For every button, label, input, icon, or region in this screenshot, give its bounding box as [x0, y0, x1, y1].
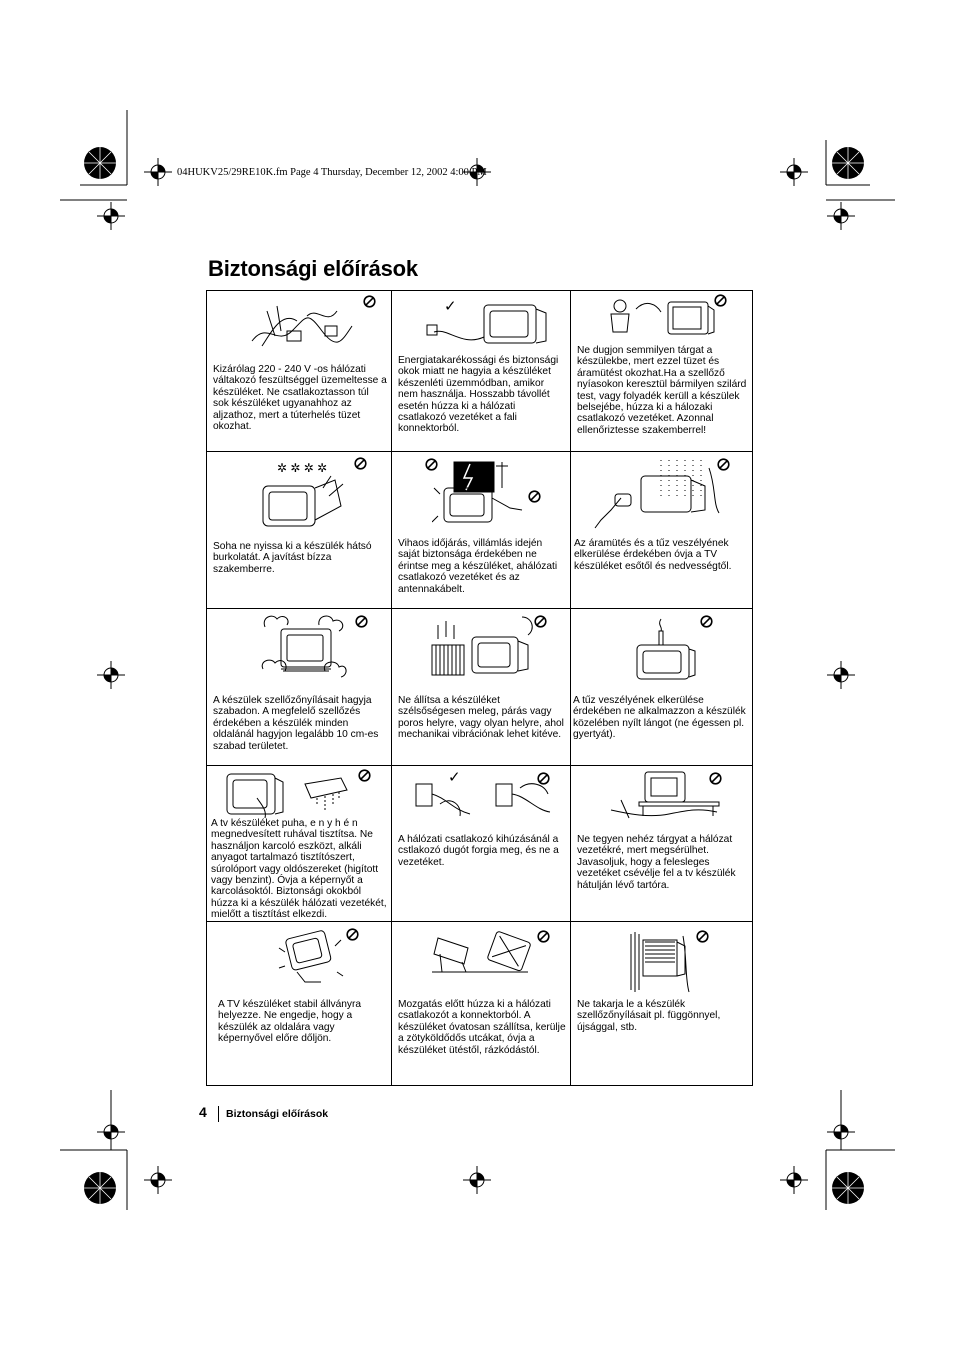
object-insert-illustration [606, 294, 716, 339]
safety-cell [392, 452, 571, 609]
safety-cell [392, 609, 571, 766]
tipping-tv-illustration [275, 928, 345, 988]
safety-cell [207, 922, 392, 1085]
safety-cell [207, 291, 392, 452]
cell-text: A tűz veszélyének elkerülése érdekében ne alkalmazzon a készülék közelében nyílt lángot (ne égessen pl. gyertyát). [573, 695, 746, 741]
footer-section-title: Biztonsági előírások [226, 1108, 329, 1120]
tv-unplug-illustration [422, 297, 552, 349]
safety-cell [207, 609, 392, 766]
safety-cell [207, 452, 392, 609]
no-icon [709, 772, 722, 785]
cell-text: A hálózati csatlakozó kihúzásánál a cstlakozó dugót forgia meg, és ne a vezetéket. [398, 834, 559, 868]
no-icon [717, 458, 730, 471]
cell-text: A készülek szellőzőnyílásait hagyja szabadon. A megfelelő szellőzés érdekében a készülék minden oldalánál hagyjon legalább 10 cm-es szabad területet. [213, 695, 379, 752]
safety-table [206, 290, 753, 1086]
safety-cell [571, 452, 752, 609]
cell-text: Energiatakarékossági és biztonsági okok miatt ne hagyia a készüléket készenléti üzemmódban, amikor nem használja. Hosszabb távollét esetén húzza ki a hálózati csatlakozó vezetéket a fali konnektorból. [398, 355, 559, 435]
cell-text: A TV készüléket stabil állványra helyezze. Ne engedje, hogy a készülék az oldalára vagy képernyővel előre dőljön. [218, 999, 362, 1045]
safety-cell [571, 922, 752, 1085]
no-icon [537, 930, 550, 943]
safety-cell [392, 766, 571, 922]
page-title: Biztonsági előírások [208, 256, 418, 281]
cell-text: Soha ne nyissa ki a készülék hátsó burkolatát. A javítást bízza szakemberre. [213, 541, 372, 575]
safety-cell [392, 291, 571, 452]
safety-cell [571, 609, 752, 766]
falling-tv-illustration [428, 928, 538, 978]
ventilation-illustration [259, 613, 349, 681]
no-icon [534, 615, 547, 628]
heavy-object-illustration [609, 770, 721, 822]
no-icon [354, 457, 367, 470]
check-icon: ✓ [444, 297, 457, 315]
cables-plugs-illustration [247, 301, 357, 351]
cell-text: Mozgatás előtt húzza ki a hálózati csatlakozót a konnektorból. A készüléket óvatosan szállítsa, kerülje a zötyköldődős utcákat, óvja a készüléket ütéstől, rázkódástól. [398, 999, 566, 1056]
cell-text: Ne állítsa a készüléket szélsőségesen meleg, párás vagy poros helyre, vagy olyan helyre, ahol mechanikai vibrációnak lehet kitéve. [398, 695, 564, 741]
plug-pull-illustration [410, 774, 555, 828]
file-header-line: 04HUKV25/29RE10K.fm Page 4 Thursday, December 12, 2002 4:00 PM [177, 167, 487, 178]
cell-text: Vihaos időjárás, villámlás idején saját biztonsága érdekében ne érintse meg a készüléket, ahálózati csatlakozó vezetéket és az antennakábelt. [398, 538, 558, 595]
candle-illustration [631, 617, 701, 681]
footer-divider [218, 1106, 219, 1122]
safety-cell [207, 766, 392, 922]
safety-cell [392, 922, 571, 1085]
no-icon [537, 772, 550, 785]
cell-text: Ne tegyen nehéz tárgyat a hálózat vezetékré, mert megsérülhet. Javasoljuk, hogy a felesleges vezetéket csévélje fel a tv készülék hátulján lévő tartóra. [577, 834, 736, 891]
no-icon [696, 930, 709, 943]
cell-text: A tv készüléket puha, e n y h é n megnedvesített ruhával tisztítsa. Ne használjon karcoló eszközt, alkáli anyagot tartalmazó tisztítószert, súrolóport vagy oldószereket (higított vagy benzint). Óvja a képernyőt a karcolásoktól. Biztonsági okokból húzza ki a készülék hálózati vezetékét, mielőtt a tisztítást elkezdi. [211, 818, 387, 921]
heat-illustration [424, 615, 544, 681]
check-icon: ✓ [448, 768, 461, 786]
no-icon [363, 295, 376, 308]
cell-text: Az áramütés és a tűz veszélyének elkerülése érdekében óvja a TV készüléket esőtől és nedvességtől. [574, 538, 732, 572]
lightning-illustration [432, 458, 532, 528]
cell-text: Ne takarja le a készülék szellőzőnyílásait pl. függönnyel, újsággal, stb. [577, 999, 721, 1033]
page-number: 4 [199, 1104, 207, 1120]
cell-text: Ne dugjon semmilyen tárgat a készülekbe, mert ezzel tüzet és áramütést okozhat.Ha a szellőző nyíasokon keresztül bármilyen szilárd test, vagy folyadék kerüll a készülek belsejébe, húzza ki a hálozaki csatlakozó vezetéket. Azonnal ellenőriztesse szakemberrel! [577, 345, 747, 436]
cleaning-illustration [221, 770, 361, 820]
cell-text: Kizárólag 220 - 240 V -os hálózati váltakozó feszültséggel üzemeltesse a készüléket. Ne csatlakoztasson túl sok készüléket ugyanahhoz az aljzathoz, mert a túterhelés tüzet okozhat. [213, 364, 387, 433]
safety-cell [571, 766, 752, 922]
safety-cell [571, 291, 752, 452]
no-icon [346, 928, 359, 941]
svg-text:✲ ✲ ✲ ✲: ✲ ✲ ✲ ✲ [277, 461, 328, 475]
no-icon [358, 769, 371, 782]
rain-illustration [591, 458, 721, 530]
no-icon [528, 490, 541, 503]
no-icon [355, 615, 368, 628]
open-back-illustration [257, 458, 357, 530]
covered-tv-illustration [627, 928, 693, 996]
no-icon [700, 615, 713, 628]
no-icon [714, 294, 727, 307]
